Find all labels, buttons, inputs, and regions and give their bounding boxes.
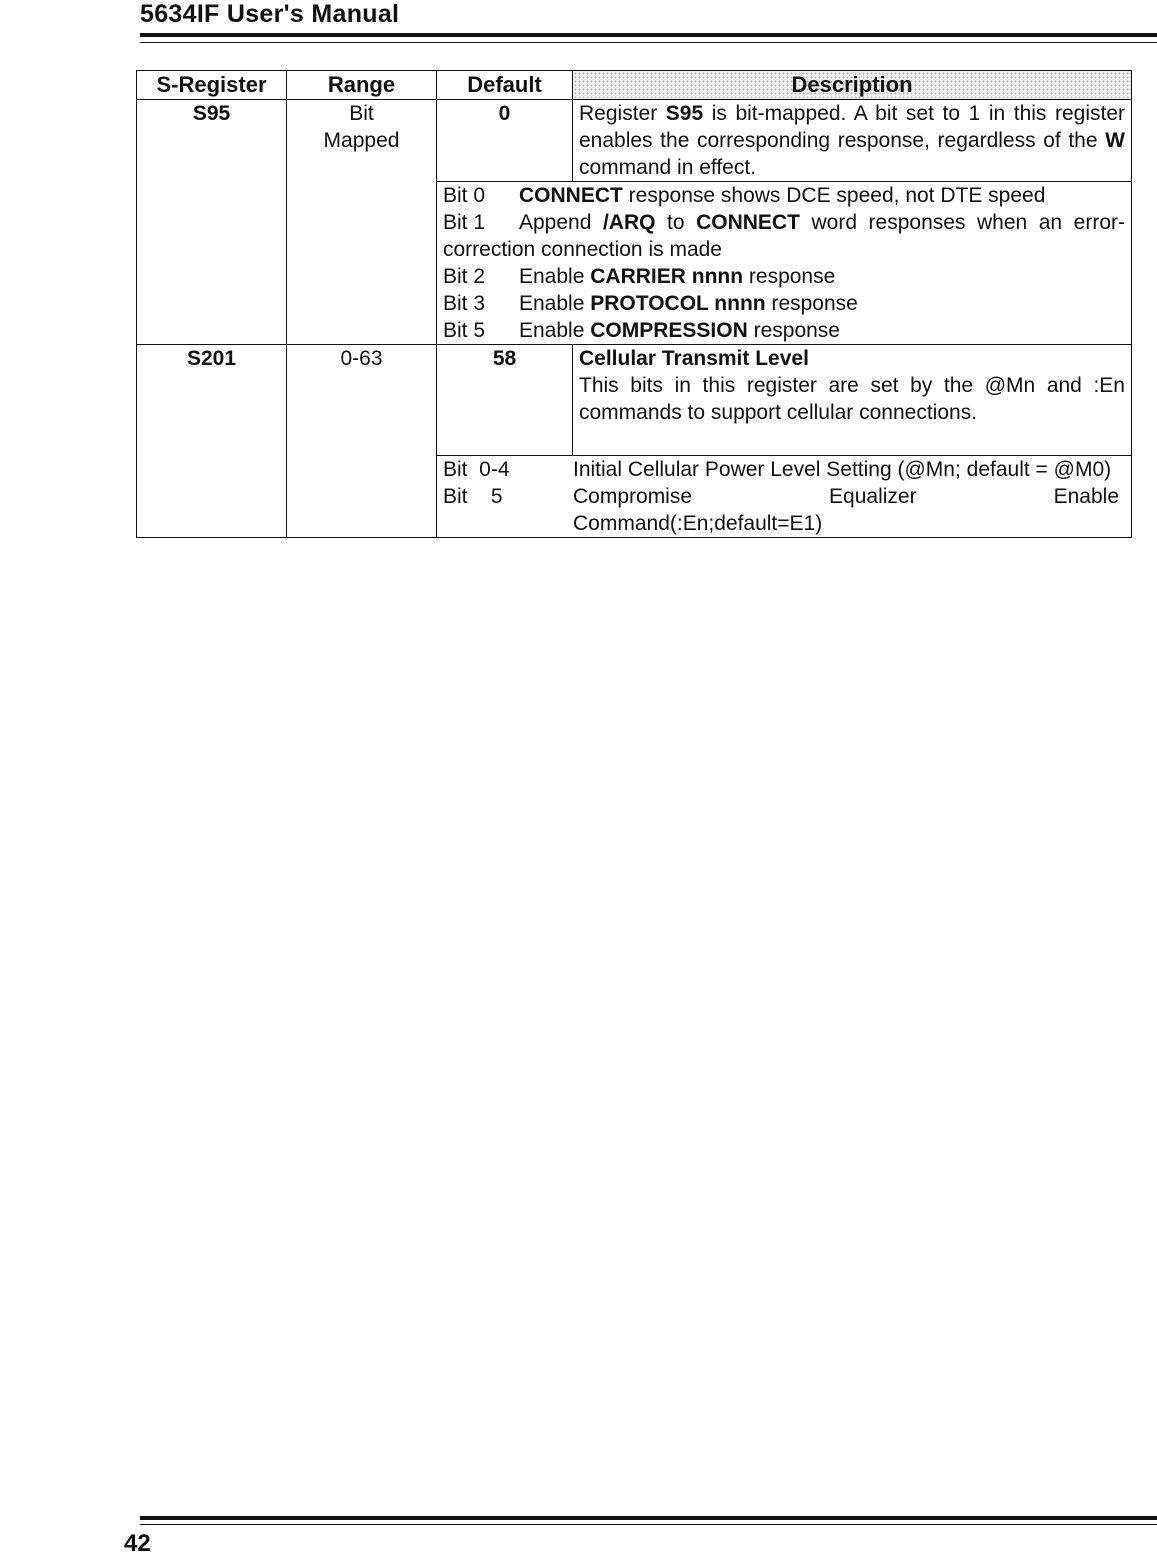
- bits-cell: [437, 182, 1132, 345]
- column-header-description: Description: [573, 71, 1132, 100]
- bit-bold: CONNECT: [696, 211, 800, 234]
- description-text: is bit-mapped. A bit set to 1 in this register enables the corresponding response, regardless of the: [579, 102, 1125, 152]
- bit-text: Append: [519, 211, 603, 234]
- bit-text: response: [765, 292, 858, 315]
- bit-text: to: [655, 211, 697, 234]
- bit-label: Bit 1: [443, 211, 486, 234]
- column-header-default: Default: [437, 71, 573, 100]
- bit-text: response shows DCE speed, not DTE speed: [622, 184, 1046, 207]
- register-cell: S95: [137, 100, 287, 345]
- bit-text: Enable: [519, 292, 591, 315]
- description-text: This bits in this register are set by the @Mn and :En commands to support cellular connections.: [579, 374, 1125, 424]
- column-header-range: Range: [287, 71, 437, 100]
- bit-line: [443, 182, 1125, 209]
- bit-bold: /ARQ: [602, 211, 656, 234]
- register-cell: S201: [137, 345, 287, 538]
- page-header-title: 5634IF User's Manual: [140, 0, 400, 28]
- s-register-table: [136, 70, 1132, 538]
- default-cell: 58: [437, 345, 573, 456]
- bit-line: [443, 290, 1125, 317]
- description-cell: [573, 345, 1132, 456]
- description-bold: W: [1105, 129, 1125, 152]
- description-bold: S95: [665, 102, 704, 125]
- bit-label: Bit 5: [443, 319, 486, 342]
- header-rule-thin: [140, 42, 1157, 43]
- bit-label: Bit 2: [443, 265, 486, 288]
- bit-label: Bit 3: [443, 292, 486, 315]
- footer-rule: [140, 1516, 1157, 1520]
- description-title: Cellular Transmit Level: [579, 347, 809, 370]
- bit-text: Enable: [519, 319, 591, 342]
- default-cell: 0: [437, 100, 573, 182]
- bit-text: Initial Cellular Power Level Setting (@Mn; default = @M0): [573, 458, 1112, 481]
- footer-rule-thin: [140, 1524, 1157, 1525]
- bit-text: response: [747, 319, 840, 342]
- bit-text: word responses when an error-correction connection is made: [443, 211, 1125, 261]
- range-cell: 0-63: [287, 345, 437, 538]
- bit-label: Bit 0-4: [443, 458, 510, 481]
- header-rule: [140, 33, 1157, 37]
- bit-bold: PROTOCOL nnnn: [590, 292, 766, 315]
- table-row: [137, 100, 1132, 182]
- bit-text: Enable: [519, 265, 591, 288]
- bit-line: [443, 263, 1125, 290]
- bit-text: response: [743, 265, 836, 288]
- bit-bold: CARRIER nnnn: [590, 265, 744, 288]
- bit-text: Compromise Equalizer Enable Command(:En;default=E1): [573, 485, 1119, 535]
- bits-cell: [437, 456, 1132, 538]
- bit-bold: CONNECT: [519, 184, 623, 207]
- column-header-s-register: S-Register: [137, 71, 287, 100]
- description-text: command in effect.: [579, 156, 757, 179]
- page-number: 42: [124, 1530, 151, 1557]
- bit-label: Bit 5: [443, 485, 503, 508]
- bit-line: [443, 209, 1125, 263]
- bit-bold: COMPRESSION: [590, 319, 748, 342]
- description-cell: [573, 100, 1132, 182]
- bit-label: Bit 0: [443, 184, 486, 207]
- table-header-row: [137, 71, 1132, 100]
- bit-line: [443, 483, 1119, 537]
- table-row: [137, 345, 1132, 456]
- range-cell: Bit Mapped: [287, 100, 437, 345]
- description-text: Register: [579, 102, 666, 125]
- bit-line: [443, 317, 1125, 344]
- bit-line: [443, 456, 1119, 483]
